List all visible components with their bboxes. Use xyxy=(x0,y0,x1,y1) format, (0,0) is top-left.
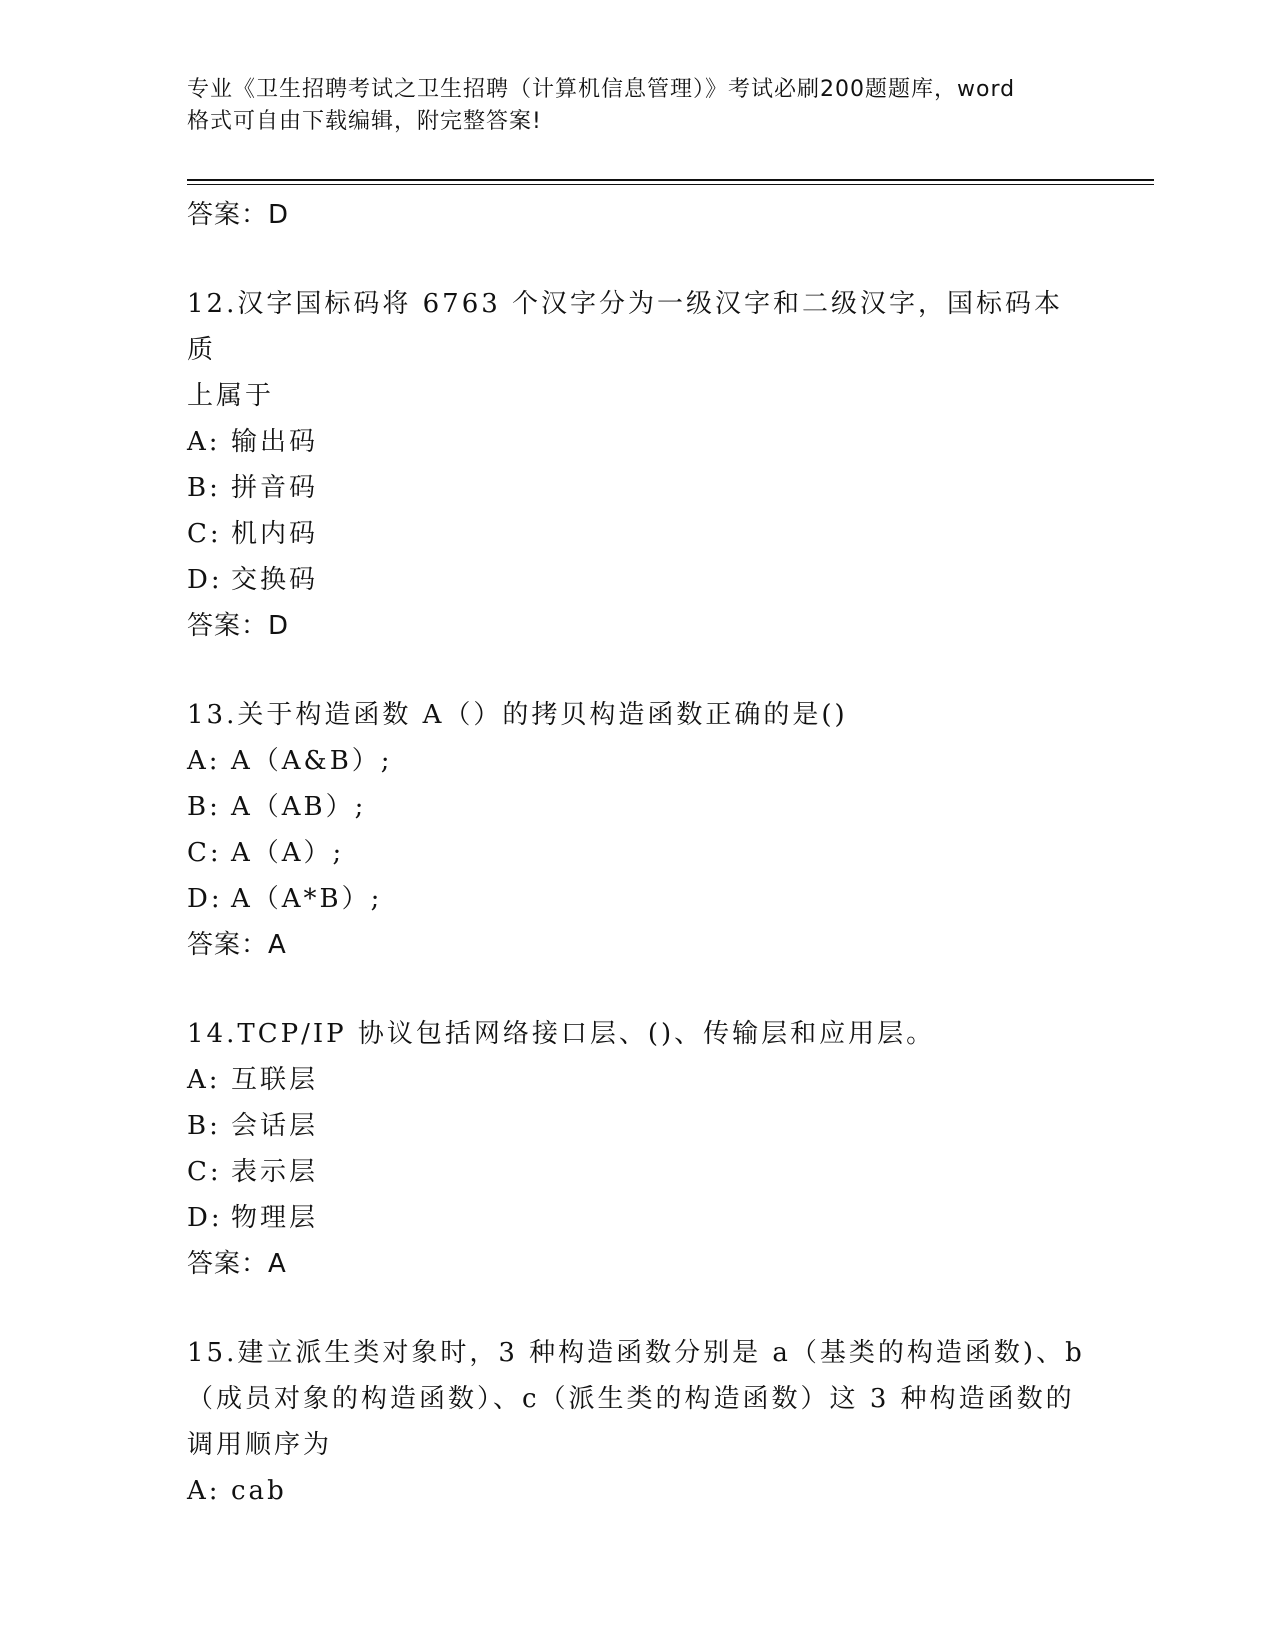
option-key: C: xyxy=(187,519,222,549)
option-a xyxy=(187,1057,1087,1103)
question-text: 调用顺序为 xyxy=(187,1430,333,1460)
option-b xyxy=(187,784,1087,830)
question-15 xyxy=(187,1330,1087,1514)
option-value: 物理层 xyxy=(231,1203,319,1233)
question-text: （成员对象的构造函数）、c（派生类的构造函数）这 3 种构造函数的 xyxy=(187,1384,1075,1414)
option-key: D: xyxy=(187,565,223,595)
answer-line: 答案：D xyxy=(187,200,290,230)
question-text: 上属于 xyxy=(187,381,275,411)
option-value: 互联层 xyxy=(231,1065,319,1095)
answer-line: 答案：A xyxy=(187,930,287,960)
option-key: B: xyxy=(187,473,221,503)
option-value: 表示层 xyxy=(231,1157,319,1187)
option-value: A（A&B）; xyxy=(231,746,393,776)
option-key: A: xyxy=(187,1065,221,1095)
document-body xyxy=(187,192,1087,1514)
question-text: 13.关于构造函数 A（）的拷贝构造函数正确的是() xyxy=(187,700,848,730)
option-value: A（A）; xyxy=(231,838,345,868)
option-key: C: xyxy=(187,1157,222,1187)
option-value: 输出码 xyxy=(231,427,319,457)
header-divider-thin xyxy=(187,184,1154,185)
option-key: A: xyxy=(187,746,221,776)
option-a xyxy=(187,738,1087,784)
option-a xyxy=(187,1468,1087,1514)
option-value: 会话层 xyxy=(231,1111,319,1141)
page-header xyxy=(187,74,1087,138)
option-c xyxy=(187,511,1087,557)
question-13 xyxy=(187,692,1087,968)
option-d xyxy=(187,1195,1087,1241)
question-14 xyxy=(187,1011,1087,1287)
option-key: A: xyxy=(187,1476,221,1506)
option-key: B: xyxy=(187,792,221,822)
question-text: 15.建立派生类对象时，3 种构造函数分别是 a（基类的构造函数)、b xyxy=(187,1338,1085,1368)
question-12 xyxy=(187,281,1087,649)
header-line-1: 专业《卫生招聘考试之卫生招聘（计算机信息管理）》考试必刷200题题库，word xyxy=(187,77,1016,102)
option-key: A: xyxy=(187,427,221,457)
option-value: 交换码 xyxy=(231,565,319,595)
header-divider-thick xyxy=(187,179,1154,181)
option-b xyxy=(187,465,1087,511)
answer-line: 答案：D xyxy=(187,611,290,641)
option-b xyxy=(187,1103,1087,1149)
option-value: A（A*B）; xyxy=(231,884,383,914)
option-d xyxy=(187,876,1087,922)
option-value: 机内码 xyxy=(231,519,319,549)
answer-line: 答案：A xyxy=(187,1249,287,1279)
option-c xyxy=(187,830,1087,876)
option-key: D: xyxy=(187,884,223,914)
option-c xyxy=(187,1149,1087,1195)
question-text: 14.TCP/IP 协议包括网络接口层、()、传输层和应用层。 xyxy=(187,1019,936,1049)
option-key: D: xyxy=(187,1203,223,1233)
option-value: 拼音码 xyxy=(231,473,319,503)
option-key: B: xyxy=(187,1111,221,1141)
option-a xyxy=(187,419,1087,465)
option-d xyxy=(187,557,1087,603)
header-line-2: 格式可自由下载编辑，附完整答案! xyxy=(187,109,542,134)
option-key: C: xyxy=(187,838,222,868)
option-value: cab xyxy=(231,1476,287,1506)
option-value: A（AB）; xyxy=(231,792,367,822)
question-text: 12.汉字国标码将 6763 个汉字分为一级汉字和二级汉字，国标码本质 xyxy=(187,289,1064,365)
